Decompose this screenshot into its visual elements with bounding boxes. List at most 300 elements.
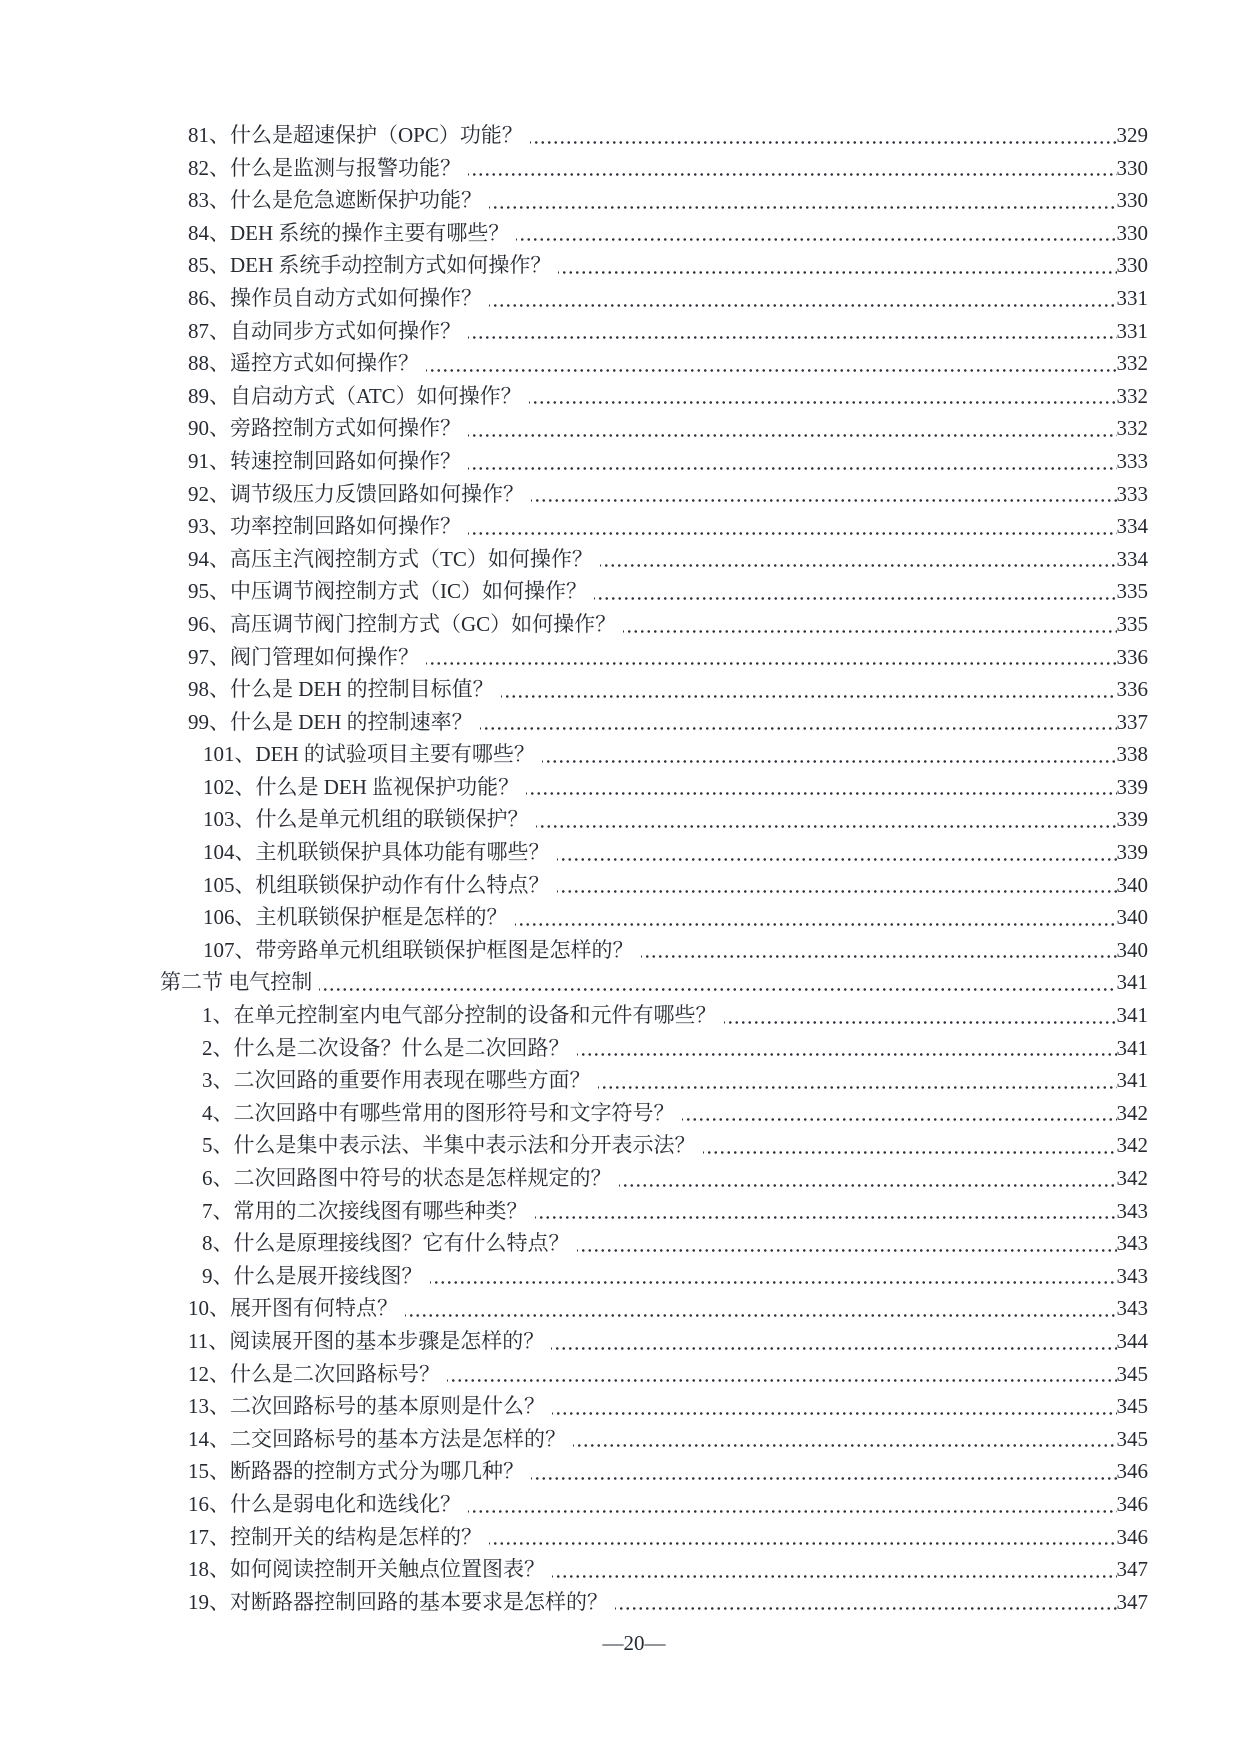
toc-entry-label xyxy=(188,510,461,543)
toc-entry-title: 二交回路标号的基本方法是怎样的？ xyxy=(230,1426,566,1451)
toc-entry-title: 阅读展开图的基本步骤是怎样的？ xyxy=(229,1328,545,1353)
toc-entry-title: DEH 系统的操作主要有哪些？ xyxy=(230,220,510,245)
toc-entry xyxy=(0,803,1148,836)
toc-dotted-leader xyxy=(447,1358,1117,1391)
toc-dotted-leader xyxy=(542,738,1117,771)
toc-entry-separator: 、 xyxy=(212,1133,234,1158)
toc-entry xyxy=(0,315,1148,348)
toc-entry-title: DEH 的试验项目主要有哪些？ xyxy=(255,742,535,767)
toc-entry-number: 1 xyxy=(202,1003,213,1028)
toc-entry-title: 什么是二次设备？什么是二次回路？ xyxy=(233,1035,570,1060)
toc-entry-label xyxy=(203,901,508,934)
toc-entry-number: 107 xyxy=(203,937,235,962)
toc-entry-page-number: 342 xyxy=(1116,1166,1148,1190)
toc-dotted-leader xyxy=(682,1097,1117,1130)
toc-entry-page-number: 340 xyxy=(1116,872,1148,897)
toc-entry xyxy=(0,1390,1148,1423)
toc-entry-title: 什么是弱电化和选线化？ xyxy=(230,1491,461,1516)
toc-entry-separator: 、 xyxy=(208,1328,230,1353)
toc-entry-separator: 、 xyxy=(209,1394,230,1419)
toc-entry-number: 9 xyxy=(202,1263,213,1288)
toc-entry-number: 第二节 xyxy=(160,970,223,995)
toc-entry-page-number: 333 xyxy=(1116,481,1148,506)
toc-entry-separator: 、 xyxy=(209,448,230,473)
page-footer xyxy=(0,1627,1240,1659)
toc-entry-page-number: 344 xyxy=(1116,1328,1148,1353)
toc-entry-separator: 、 xyxy=(209,1426,230,1451)
toc-entry-separator: 、 xyxy=(209,1557,230,1582)
toc-entry-label xyxy=(203,803,529,836)
toc-entry xyxy=(0,706,1148,739)
toc-entry xyxy=(0,347,1148,380)
toc-entry-separator: 、 xyxy=(234,742,256,767)
toc-entry-label xyxy=(203,934,634,967)
toc-dotted-leader xyxy=(480,706,1117,739)
toc-entry xyxy=(0,510,1148,543)
toc-entry-separator: 、 xyxy=(209,318,230,343)
toc-entry-label xyxy=(202,1162,612,1195)
toc-dotted-leader xyxy=(724,999,1117,1032)
toc-entry-label xyxy=(188,543,593,576)
toc-entry-label xyxy=(203,738,535,771)
toc-entry-separator: 、 xyxy=(209,188,230,213)
toc-dotted-leader xyxy=(623,608,1116,641)
toc-entry-title: 中压调节阀控制方式（IC）如何操作？ xyxy=(230,579,587,604)
toc-entry-separator: 、 xyxy=(212,1068,234,1093)
toc-entry-page-number: 346 xyxy=(1116,1491,1148,1516)
toc-dotted-leader xyxy=(516,217,1116,250)
toc-entry-page-number: 341 xyxy=(1116,1068,1148,1093)
toc-entry-separator: 、 xyxy=(209,579,230,604)
toc-entry-label xyxy=(202,1195,528,1228)
toc-entry-page-number: 330 xyxy=(1116,220,1148,245)
toc-entry-title: 自启动方式（ATC）如何操作？ xyxy=(230,383,522,408)
toc-entry-page-number: 335 xyxy=(1116,611,1148,636)
toc-entry xyxy=(0,184,1148,217)
toc-entry-number: 97 xyxy=(188,644,209,669)
toc-dotted-leader xyxy=(468,445,1117,478)
toc-entry-title: 二次回路的重要作用表现在哪些方面？ xyxy=(233,1068,591,1093)
toc-entry-separator: 、 xyxy=(209,383,230,408)
toc-entry xyxy=(0,1325,1148,1358)
toc-entry-title: 遥控方式如何操作？ xyxy=(230,351,419,376)
toc-entry-separator: 、 xyxy=(209,123,230,147)
toc-entry-number: 15 xyxy=(188,1459,209,1484)
toc-entry-number: 102 xyxy=(203,774,235,799)
toc-entry-label xyxy=(188,152,461,185)
toc-entry-page-number: 341 xyxy=(1116,970,1148,995)
toc-entry-page-number: 337 xyxy=(1116,709,1148,734)
toc-entry-number: 99 xyxy=(188,709,209,734)
toc-entry-number: 4 xyxy=(202,1100,213,1125)
toc-entry-title: 操作员自动方式如何操作？ xyxy=(230,285,482,310)
toc-entry-label xyxy=(188,412,461,445)
toc-entry-page-number: 343 xyxy=(1116,1296,1148,1321)
toc-dotted-leader xyxy=(557,869,1117,902)
toc-entry-title: 断路器的控制方式分为哪几种？ xyxy=(230,1459,524,1484)
toc-entry-title: 二次回路中有哪些常用的图形符号和文字符号？ xyxy=(233,1100,675,1125)
toc-entry-title: 主机联锁保护框是怎样的？ xyxy=(255,905,508,930)
toc-dotted-leader xyxy=(430,1260,1117,1293)
toc-entry-title: 转速控制回路如何操作？ xyxy=(230,448,461,473)
toc-entry-title: 电气控制 xyxy=(228,970,313,995)
toc-entry-number: 87 xyxy=(188,318,209,343)
toc-entry-number: 14 xyxy=(188,1426,209,1451)
toc-entry-label xyxy=(188,380,522,413)
toc-dotted-leader xyxy=(468,152,1117,185)
toc-entry-page-number: 332 xyxy=(1116,351,1148,376)
toc-entry-separator: 、 xyxy=(234,905,256,930)
toc-entry-page-number: 347 xyxy=(1116,1557,1148,1582)
toc-entry-label xyxy=(188,217,509,250)
toc-entry-title: 二次回路图中符号的状态是怎样规定的？ xyxy=(233,1166,612,1190)
toc-entry-number: 19 xyxy=(188,1589,209,1614)
toc-entry-separator: 、 xyxy=(209,546,230,571)
toc-entry-title: 什么是二次回路标号？ xyxy=(230,1361,440,1386)
toc-dotted-leader xyxy=(594,575,1117,608)
toc-dotted-leader xyxy=(577,1032,1117,1065)
toc-entry-page-number: 330 xyxy=(1116,155,1148,180)
toc-entry-title: DEH 系统手动控制方式如何操作？ xyxy=(230,253,552,278)
toc-entry xyxy=(0,282,1148,315)
toc-entry-label xyxy=(202,1097,675,1130)
toc-dotted-leader xyxy=(468,315,1117,348)
toc-entry-separator: 、 xyxy=(212,1166,234,1190)
toc-entry-page-number: 347 xyxy=(1116,1589,1148,1614)
toc-entry xyxy=(0,380,1148,413)
toc-entry-page-number: 336 xyxy=(1116,677,1148,702)
toc-dotted-leader xyxy=(468,412,1117,445)
toc-entry-separator: 、 xyxy=(212,1198,234,1223)
toc-entry-number: 2 xyxy=(202,1035,213,1060)
toc-entry-label xyxy=(203,869,550,902)
toc-entry-number: 16 xyxy=(188,1491,209,1516)
toc-entry-number: 106 xyxy=(203,905,235,930)
toc-entry-title: 阀门管理如何操作？ xyxy=(230,644,419,669)
toc-entry-number: 81 xyxy=(188,123,209,147)
toc-dotted-leader xyxy=(552,1553,1117,1586)
toc-section-entry xyxy=(0,966,1148,999)
toc-entry-number: 93 xyxy=(188,514,209,539)
toc-entry xyxy=(0,119,1148,152)
toc-entry-page-number: 345 xyxy=(1116,1426,1148,1451)
toc-entry-separator: 、 xyxy=(212,1231,234,1256)
toc-dotted-leader xyxy=(501,673,1117,706)
toc-entry-page-number: 342 xyxy=(1116,1100,1148,1125)
toc-entry xyxy=(0,1488,1148,1521)
toc-entry-label xyxy=(188,249,551,282)
toc-entry-label xyxy=(202,1064,591,1097)
toc-entry-title: 什么是原理接线图？它有什么特点？ xyxy=(233,1231,570,1256)
toc-entry-label xyxy=(188,1325,544,1358)
toc-entry-separator: 、 xyxy=(209,709,230,734)
toc-entry-number: 91 xyxy=(188,448,209,473)
toc-entry-page-number: 334 xyxy=(1116,546,1148,571)
toc-entry-separator: 、 xyxy=(212,1100,234,1125)
toc-entry-separator: 、 xyxy=(209,514,230,539)
toc-entry-separator: 、 xyxy=(209,1524,230,1549)
toc-entry-label xyxy=(188,1455,524,1488)
toc-entry-label xyxy=(188,1292,398,1325)
toc-dotted-leader xyxy=(615,1586,1117,1619)
toc-entry xyxy=(0,836,1148,869)
toc-entry-number: 17 xyxy=(188,1524,209,1549)
toc-entry xyxy=(0,575,1148,608)
toc-entry-title: 展开图有何特点？ xyxy=(230,1296,398,1321)
toc-entry-page-number: 339 xyxy=(1116,774,1148,799)
toc-entry-page-number: 343 xyxy=(1116,1198,1148,1223)
toc-entry-title: 什么是单元机组的联锁保护？ xyxy=(255,807,529,832)
toc-dotted-leader xyxy=(531,478,1117,511)
toc-entry xyxy=(0,1358,1148,1391)
toc-entry-title: 在单元控制室内电气部分控制的设备和元件有哪些？ xyxy=(233,1003,717,1028)
toc-entry-label xyxy=(188,119,523,152)
toc-entry-number: 83 xyxy=(188,188,209,213)
toc-entry-separator: 、 xyxy=(209,351,230,376)
toc-dotted-leader xyxy=(319,966,1116,999)
toc-entry-separator: 、 xyxy=(209,155,230,180)
toc-entry-separator: 、 xyxy=(209,1589,230,1614)
toc-entry-separator: 、 xyxy=(212,1003,234,1028)
toc-entry xyxy=(0,1097,1148,1130)
toc-entry-label xyxy=(202,1129,696,1162)
toc-entry-page-number: 341 xyxy=(1116,1003,1148,1028)
toc-dotted-leader xyxy=(530,119,1117,152)
toc-entry-title: 高压主汽阀控制方式（TC）如何操作？ xyxy=(230,546,593,571)
toc-entry xyxy=(0,1129,1148,1162)
toc-entry-separator: 、 xyxy=(209,1459,230,1484)
toc-entry-number: 98 xyxy=(188,677,209,702)
toc-entry-page-number: 334 xyxy=(1116,514,1148,539)
toc-entry-label xyxy=(160,966,312,999)
toc-dotted-leader xyxy=(619,1162,1117,1195)
toc-entry-label xyxy=(188,1553,545,1586)
toc-entry-separator: 、 xyxy=(209,644,230,669)
toc-dotted-leader xyxy=(558,249,1116,282)
toc-dotted-leader xyxy=(557,836,1117,869)
toc-dotted-leader xyxy=(426,641,1117,674)
toc-entry-label xyxy=(188,1521,482,1554)
toc-entry-separator: 、 xyxy=(209,1361,230,1386)
toc-entry-number: 101 xyxy=(203,742,235,767)
toc-entry-title: 带旁路单元机组联锁保护框图是怎样的？ xyxy=(255,937,634,962)
toc-entry-label xyxy=(202,1032,570,1065)
toc-entry-number: 18 xyxy=(188,1557,209,1582)
toc-entry xyxy=(0,1292,1148,1325)
toc-entry-title: 什么是超速保护（OPC）功能？ xyxy=(230,123,523,147)
toc-entry-title: 什么是危急遮断保护功能？ xyxy=(230,188,482,213)
toc-entry-page-number: 331 xyxy=(1116,318,1148,343)
toc-entry-title: 对断路器控制回路的基本要求是怎样的？ xyxy=(230,1589,608,1614)
toc-entry-label xyxy=(188,1423,566,1456)
toc-entry-page-number: 332 xyxy=(1116,383,1148,408)
toc-entry-separator: 、 xyxy=(209,1296,230,1321)
toc-entry xyxy=(0,673,1148,706)
toc-entry xyxy=(0,445,1148,478)
toc-dotted-leader xyxy=(598,1064,1117,1097)
toc-dotted-leader xyxy=(551,1325,1116,1358)
toc-entry-label xyxy=(202,1227,570,1260)
toc-entry xyxy=(0,1586,1148,1619)
toc-dotted-leader xyxy=(703,1129,1117,1162)
toc-entry-page-number: 339 xyxy=(1116,840,1148,865)
toc-entry-separator: 、 xyxy=(234,807,256,832)
toc-entry-title: 主机联锁保护具体功能有哪些？ xyxy=(255,840,550,865)
toc-entry-title: 什么是 DEH 监视保护功能？ xyxy=(255,774,520,799)
toc-entry-page-number: 329 xyxy=(1116,123,1148,147)
toc-entry-separator: 、 xyxy=(234,872,256,897)
toc-entry-number: 105 xyxy=(203,872,235,897)
toc-entry-label xyxy=(203,836,550,869)
toc-entry xyxy=(0,608,1148,641)
toc-dotted-leader xyxy=(468,1488,1117,1521)
toc-entry-number: 88 xyxy=(188,351,209,376)
toc-entry xyxy=(0,1553,1148,1586)
toc-entry-label xyxy=(188,315,461,348)
toc-dotted-leader xyxy=(468,510,1117,543)
toc-entry xyxy=(0,478,1148,511)
toc-entry-page-number: 330 xyxy=(1116,253,1148,278)
toc-entry-label xyxy=(188,347,419,380)
toc-entry-page-number: 333 xyxy=(1116,448,1148,473)
toc-entry-page-number: 343 xyxy=(1116,1263,1148,1288)
toc-entry-separator: 、 xyxy=(209,253,230,278)
toc-entry-separator: 、 xyxy=(209,611,230,636)
toc-entry-title: 自动同步方式如何操作？ xyxy=(230,318,461,343)
toc-dotted-leader xyxy=(426,347,1117,380)
toc-entry-title: 什么是 DEH 的控制目标值？ xyxy=(230,677,494,702)
toc-entry-label xyxy=(188,445,461,478)
toc-entry xyxy=(0,217,1148,250)
toc-entry-label xyxy=(188,1358,440,1391)
toc-entry-page-number: 335 xyxy=(1116,579,1148,604)
toc-entry xyxy=(0,1455,1148,1488)
toc-entry-page-number: 345 xyxy=(1116,1361,1148,1386)
toc-entry-label xyxy=(188,575,587,608)
toc-entry-page-number: 331 xyxy=(1116,285,1148,310)
toc-entry-page-number: 338 xyxy=(1116,742,1148,767)
toc-entry-page-number: 345 xyxy=(1116,1394,1148,1419)
toc-entry-label xyxy=(188,1390,545,1423)
toc-dotted-leader xyxy=(529,380,1117,413)
toc-entry xyxy=(0,1032,1148,1065)
toc-entry xyxy=(0,543,1148,576)
toc-entry-title: 二次回路标号的基本原则是什么？ xyxy=(230,1394,545,1419)
toc-entry-page-number: 346 xyxy=(1116,1459,1148,1484)
toc-entry-title: 高压调节阀门控制方式（GC）如何操作？ xyxy=(230,611,617,636)
toc-entry-number: 104 xyxy=(203,840,235,865)
toc-entry-label xyxy=(203,771,519,804)
toc-entry-title: 什么是 DEH 的控制速率？ xyxy=(230,709,473,734)
toc-entry-number: 90 xyxy=(188,416,209,441)
toc-entry-number: 89 xyxy=(188,383,209,408)
toc-entry xyxy=(0,934,1148,967)
toc-entry-title: 如何阅读控制开关触点位置图表？ xyxy=(230,1557,545,1582)
toc-entry-title: 什么是展开接线图？ xyxy=(233,1263,423,1288)
toc-entry-number: 7 xyxy=(202,1198,213,1223)
toc-entry-number: 12 xyxy=(188,1361,209,1386)
toc-entry-label xyxy=(188,1488,461,1521)
toc-dotted-leader xyxy=(577,1227,1117,1260)
toc-entry-number: 6 xyxy=(202,1166,213,1190)
toc-dotted-leader xyxy=(573,1423,1117,1456)
toc-entry xyxy=(0,1423,1148,1456)
toc-entry-separator: 、 xyxy=(209,677,230,702)
toc-entry-title: 调节级压力反馈回路如何操作？ xyxy=(230,481,524,506)
toc-entry-separator: 、 xyxy=(212,1263,234,1288)
toc-entry-separator: 、 xyxy=(209,285,230,310)
toc-entry-label xyxy=(188,478,524,511)
toc-entry xyxy=(0,1162,1148,1195)
toc-entry-label xyxy=(188,673,494,706)
toc-dotted-leader xyxy=(526,771,1116,804)
toc-entry-label xyxy=(188,184,482,217)
toc-entry-page-number: 343 xyxy=(1116,1231,1148,1256)
toc-entry-separator: 、 xyxy=(209,1491,230,1516)
toc-entry xyxy=(0,771,1148,804)
toc-entry-label xyxy=(188,641,419,674)
toc-entry-number: 86 xyxy=(188,285,209,310)
toc-entry-title: 功率控制回路如何操作？ xyxy=(230,514,461,539)
toc-dotted-leader xyxy=(531,1455,1117,1488)
toc-dotted-leader xyxy=(641,934,1117,967)
toc-entry-number: 8 xyxy=(202,1231,213,1256)
toc-entry-separator: 、 xyxy=(209,220,230,245)
toc-entry xyxy=(0,152,1148,185)
toc-entry-separator: 、 xyxy=(209,481,230,506)
toc-entry-label xyxy=(188,608,616,641)
toc-dotted-leader xyxy=(489,282,1117,315)
toc-entry-number: 96 xyxy=(188,611,209,636)
toc-entry xyxy=(0,1521,1148,1554)
toc-entry-separator: 、 xyxy=(234,774,256,799)
toc-entry-page-number: 346 xyxy=(1116,1524,1148,1549)
toc-entry xyxy=(0,1195,1148,1228)
toc-entry xyxy=(0,738,1148,771)
toc-entry-title: 旁路控制方式如何操作？ xyxy=(230,416,461,441)
toc-entry-page-number: 336 xyxy=(1116,644,1148,669)
toc-entry-number: 94 xyxy=(188,546,209,571)
toc-entry-number: 10 xyxy=(188,1296,209,1321)
toc-entry-number: 5 xyxy=(202,1133,213,1158)
toc-dotted-leader xyxy=(536,803,1117,836)
toc-entry-separator: 、 xyxy=(234,840,256,865)
toc-entry-number: 82 xyxy=(188,155,209,180)
toc-entry-page-number: 330 xyxy=(1116,188,1148,213)
toc-dotted-leader xyxy=(552,1390,1117,1423)
toc-entry-label xyxy=(188,1586,608,1619)
toc-entry xyxy=(0,1260,1148,1293)
toc-entry-label xyxy=(188,282,482,315)
toc-entry xyxy=(0,901,1148,934)
toc-entry-page-number: 342 xyxy=(1116,1133,1148,1158)
toc-entry-number: 84 xyxy=(188,220,209,245)
toc-entry xyxy=(0,249,1148,282)
toc-entry-page-number: 339 xyxy=(1116,807,1148,832)
toc-entry-separator: 、 xyxy=(212,1035,234,1060)
toc-entry-number: 13 xyxy=(188,1394,209,1419)
toc-dotted-leader xyxy=(600,543,1117,576)
toc-entry-page-number: 340 xyxy=(1116,905,1148,930)
toc-entry-label xyxy=(202,1260,423,1293)
toc-entry-number: 11 xyxy=(188,1328,209,1353)
toc-entry-number: 85 xyxy=(188,253,209,278)
toc-entry-title: 什么是集中表示法、半集中表示法和分开表示法？ xyxy=(233,1133,696,1158)
toc-entry-number: 95 xyxy=(188,579,209,604)
toc-entry-page-number: 340 xyxy=(1116,937,1148,962)
toc-entry-page-number: 332 xyxy=(1116,416,1148,441)
toc-entry-title: 常用的二次接线图有哪些种类？ xyxy=(233,1198,528,1223)
